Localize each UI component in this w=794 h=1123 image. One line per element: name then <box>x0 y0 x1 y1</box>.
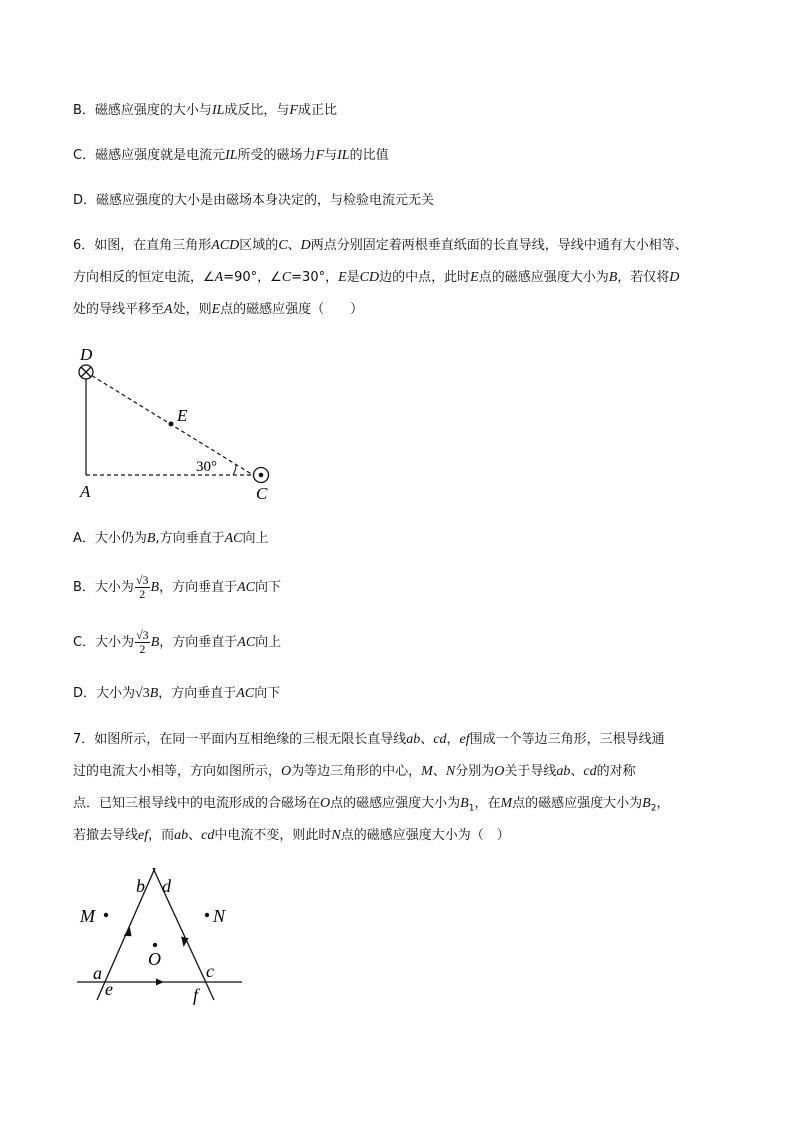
q7-stem-line-1 <box>73 731 665 749</box>
option-text: 成正比 <box>297 103 337 118</box>
subscript: 1 <box>468 803 475 814</box>
label-d: d <box>162 876 171 896</box>
q6-option-b <box>73 572 281 604</box>
sqrt-coefficient: √3 <box>135 686 150 701</box>
stem-text: 两点分别固定着两根垂直纸面的长直导线，导线中通有大小相等、 <box>310 238 688 253</box>
var-ACD: ACD <box>211 238 240 253</box>
stem-text: =90°，∠ <box>223 270 282 285</box>
stem-text: =30°， <box>291 270 339 285</box>
stem-text: 区域的 <box>239 238 279 253</box>
var-M: M <box>500 796 513 811</box>
option-text: ，方向垂直于 <box>159 635 238 650</box>
q7-stem-line-4 <box>73 827 510 845</box>
label-M: M <box>80 906 95 926</box>
stem-text: 是 <box>346 270 360 285</box>
stem-text: ， <box>656 796 670 811</box>
label-a: a <box>93 963 102 983</box>
var-cd: cd <box>583 764 597 779</box>
point-N-dot <box>205 913 209 917</box>
var-AC: AC <box>236 686 255 701</box>
label-b: b <box>136 876 145 896</box>
q7-stem-line-2 <box>73 763 636 781</box>
stem-text: 的对称 <box>596 764 636 779</box>
var-O: O <box>494 764 505 779</box>
option-text: 磁感应强度的大小与 <box>94 103 212 118</box>
stem-text: 如图，在直角三角形 <box>94 238 212 253</box>
point-E-dot <box>169 422 174 427</box>
option-label: C． <box>73 148 96 163</box>
wire-out-of-page-icon <box>254 468 269 483</box>
var-ab: ab <box>174 828 189 843</box>
var-E: E <box>470 270 479 285</box>
var-F: F <box>315 148 325 163</box>
var-cd: cd <box>433 732 447 747</box>
option-text: 大小为 <box>96 686 136 701</box>
q5-option-b <box>73 102 337 120</box>
var-B1: B <box>460 796 469 811</box>
var-B2: B <box>642 796 651 811</box>
stem-text: 关于导线 <box>504 764 557 779</box>
stem-text: 点．已知三根导线中的电流形成的合磁场在 <box>73 796 321 811</box>
option-text: ，方向垂直于 <box>159 580 238 595</box>
option-text: 大小为 <box>94 580 134 595</box>
angle-arc <box>233 464 236 475</box>
stem-text: 边的中点，此时 <box>379 270 471 285</box>
question-number: 6． <box>73 238 95 253</box>
label-O: O <box>148 949 161 969</box>
var-B: B <box>149 686 159 701</box>
stem-text: 方向相反的恒定电流，∠ <box>73 270 215 285</box>
label-E: E <box>177 406 188 425</box>
var-D: D <box>669 270 680 285</box>
option-label: D． <box>73 686 97 701</box>
var-C: C <box>278 238 288 253</box>
q6-stem-line-2 <box>73 269 679 287</box>
option-label: B． <box>73 103 95 118</box>
var-F: F <box>289 103 298 118</box>
fraction-numerator: √3 <box>136 628 149 642</box>
stem-text: 点的磁感应强度（ ） <box>220 302 364 317</box>
var-AC: AC <box>224 531 243 546</box>
option-text: 向上 <box>255 635 282 650</box>
q6-triangle-figure <box>70 338 290 508</box>
var-IL: IL <box>211 103 225 118</box>
option-text: 所受的磁场力 <box>237 148 316 163</box>
option-text: 向下 <box>254 686 281 701</box>
fraction <box>135 574 150 601</box>
var-N: N <box>331 828 341 843</box>
option-text: ,方向垂直于 <box>155 531 225 546</box>
option-label: C． <box>73 635 96 650</box>
stem-text: 点的磁感应强度大小为 <box>330 796 461 811</box>
var-ef: ef <box>459 732 470 747</box>
option-text: 成反比，与 <box>224 103 290 118</box>
q6-option-c <box>73 627 281 659</box>
var-IL: IL <box>337 148 350 163</box>
label-A: A <box>80 482 91 501</box>
q6-option-a <box>73 530 269 548</box>
fraction-denominator: 2 <box>139 587 146 601</box>
stem-text: 点的磁感应强度大小为 <box>512 796 643 811</box>
stem-text: 处的导线平移至 <box>73 302 165 317</box>
fraction-denominator: 2 <box>139 642 146 656</box>
stem-text: 过的电流大小相等，方向如图所示， <box>73 764 282 779</box>
option-label: B． <box>73 580 95 595</box>
stem-text: 点的磁感应强度大小为（ ） <box>340 828 510 843</box>
var-ab: ab <box>556 764 571 779</box>
option-text: 大小仍为 <box>94 531 147 546</box>
fraction-numerator: √3 <box>135 573 149 587</box>
label-N: N <box>213 906 226 926</box>
var-B: B <box>608 270 618 285</box>
label-D: D <box>80 345 93 364</box>
q5-option-c <box>73 147 389 165</box>
stem-text: 、 <box>570 764 584 779</box>
label-e: e <box>105 979 113 999</box>
var-B: B <box>150 580 160 595</box>
label-C: C <box>256 484 268 503</box>
stem-text: 为等边三角形的中心， <box>291 764 422 779</box>
option-text: 与 <box>324 148 338 163</box>
stem-text: 若撤去导线 <box>73 828 139 843</box>
angle-label: 30° <box>196 459 217 475</box>
arrow-ef-icon <box>156 979 164 986</box>
var-B: B <box>150 635 160 650</box>
arrow-ab-icon <box>124 927 132 936</box>
var-E: E <box>338 270 347 285</box>
var-N: N <box>445 764 456 779</box>
q6-stem-line-1 <box>73 237 688 255</box>
var-cd: cd <box>201 828 215 843</box>
q6-stem-line-3 <box>73 301 363 319</box>
stem-text: 中电流不变，则此时 <box>214 828 332 843</box>
stem-text: 分别为 <box>455 764 495 779</box>
stem-text: 、 <box>420 732 434 747</box>
var-O: O <box>281 764 292 779</box>
option-text: ，方向垂直于 <box>158 686 237 701</box>
option-text: 向下 <box>255 580 282 595</box>
stem-text: ，若仅将 <box>617 270 670 285</box>
q7-stem-line-3 <box>73 795 669 818</box>
option-text: 磁感应强度就是电流元 <box>95 148 226 163</box>
var-E: E <box>211 302 221 317</box>
var-B: B <box>146 531 156 546</box>
option-text: 向上 <box>242 531 269 546</box>
stem-text: 、 <box>188 828 202 843</box>
stem-text: 、 <box>432 764 446 779</box>
var-D: D <box>300 238 311 253</box>
q6-option-d <box>73 685 280 703</box>
subscript: 2 <box>650 803 657 814</box>
var-AC: AC <box>237 635 256 650</box>
stem-text: 、 <box>287 238 301 253</box>
stem-text: 点的磁感应强度大小为 <box>478 270 609 285</box>
option-label: A． <box>73 531 95 546</box>
stem-text: 围成一个等边三角形，三根导线通 <box>469 732 665 747</box>
point-O-dot <box>153 943 157 947</box>
var-CD: CD <box>359 270 380 285</box>
label-c: c <box>206 961 214 981</box>
stem-text: 处，则 <box>172 302 212 317</box>
option-text: 磁感应强度的大小是由磁场本身决定的，与检验电流元无关 <box>96 193 435 208</box>
var-ab: ab <box>406 732 421 747</box>
q5-option-d <box>73 192 434 210</box>
wire-into-page-icon <box>79 365 93 379</box>
label-f: f <box>193 985 199 1005</box>
stem-text: ，在 <box>474 796 501 811</box>
question-number: 7． <box>73 732 95 747</box>
q7-triangle-figure <box>70 868 250 1008</box>
fraction <box>135 629 150 656</box>
var-AC: AC <box>237 580 255 595</box>
var-A: A <box>214 270 224 285</box>
var-M: M <box>421 764 433 779</box>
option-label: D． <box>73 193 97 208</box>
var-C: C <box>281 270 292 285</box>
var-O: O <box>320 796 331 811</box>
point-M-dot <box>104 913 108 917</box>
stem-text: ， <box>446 732 460 747</box>
option-text: 的比值 <box>349 148 389 163</box>
var-A: A <box>164 302 173 317</box>
option-text: 大小为 <box>95 635 135 650</box>
var-IL: IL <box>225 148 238 163</box>
stem-text: ，而 <box>148 828 175 843</box>
var-ef: ef <box>138 828 149 843</box>
stem-text: 如图所示，在同一平面内互相绝缘的三根无限长直导线 <box>94 732 407 747</box>
